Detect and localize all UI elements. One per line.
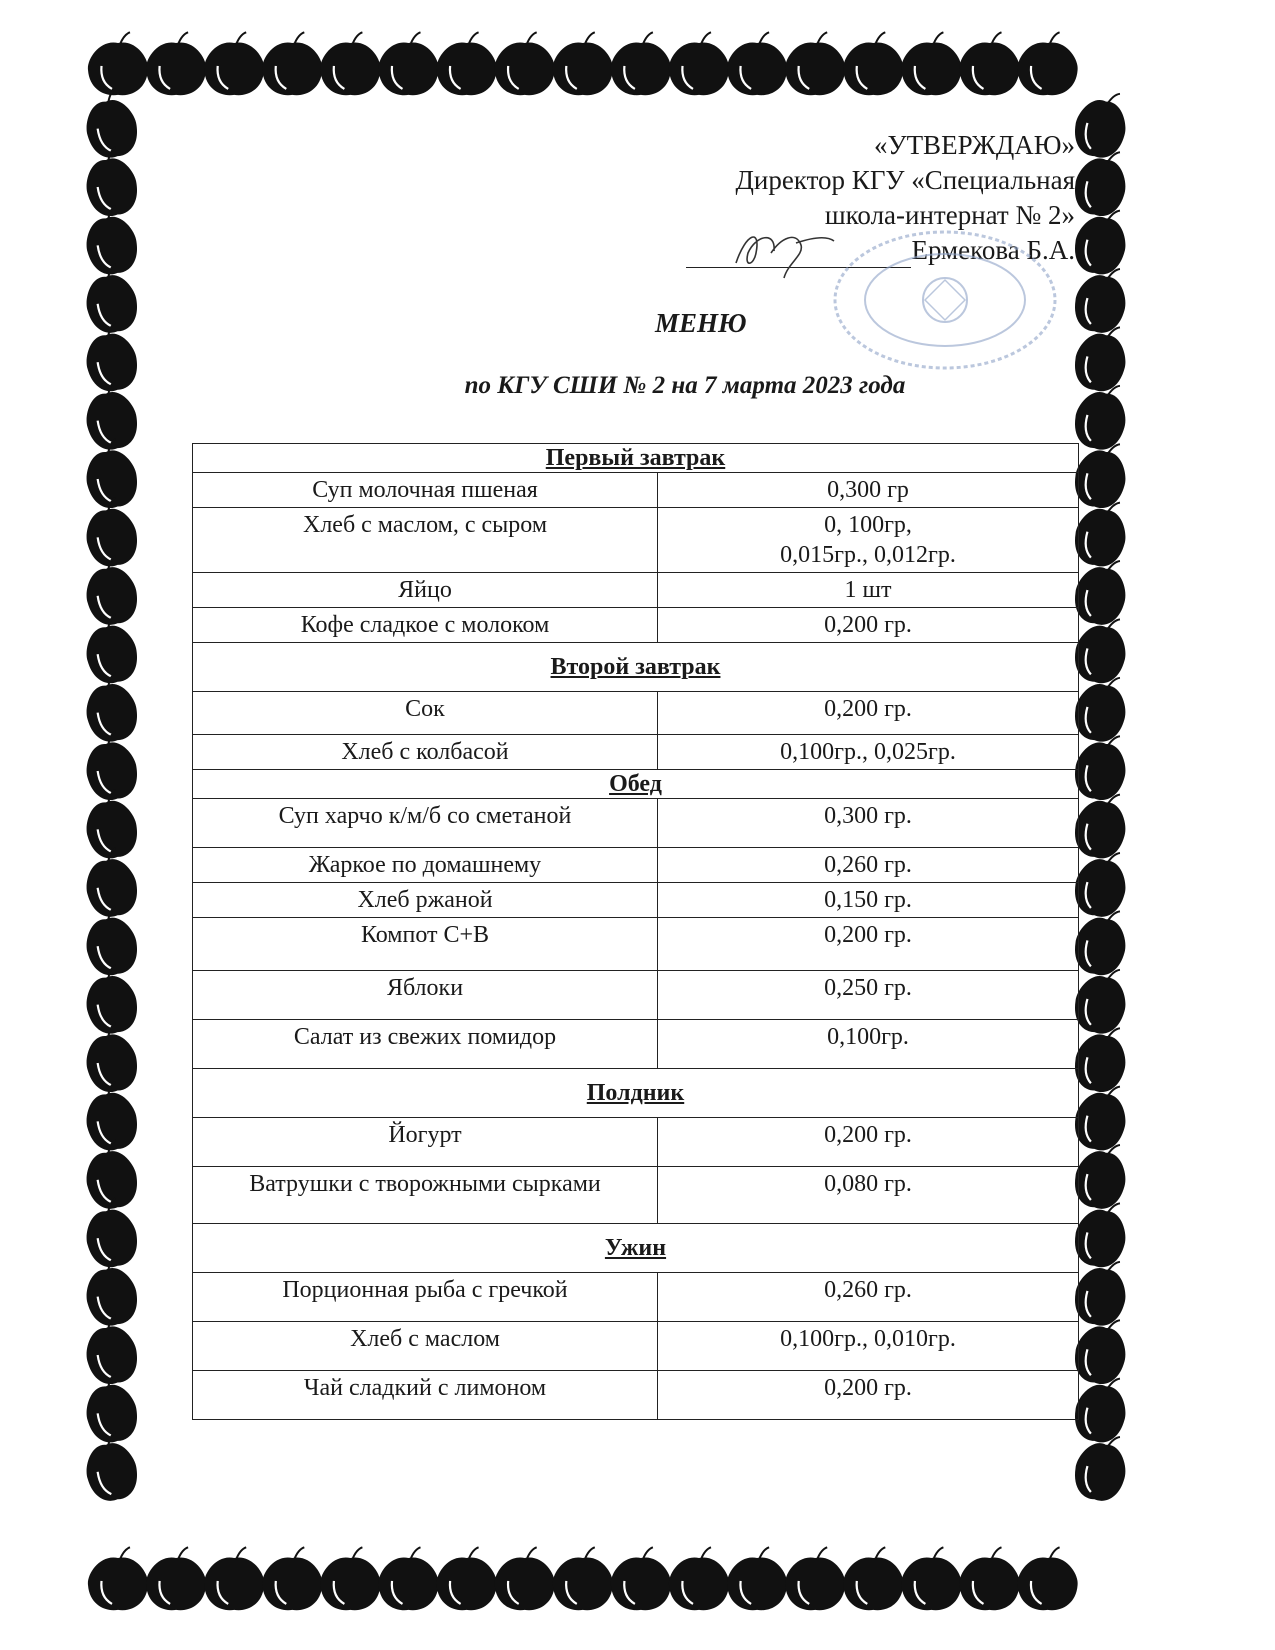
menu-row — [193, 473, 1078, 508]
dish-name: Суп харчо к/м/б со сметаной — [193, 799, 658, 847]
menu-row — [193, 848, 1078, 883]
apple-icon — [146, 1547, 206, 1610]
apple-icon — [378, 32, 438, 95]
apple-icon — [843, 32, 903, 95]
apple-icon — [1070, 86, 1133, 162]
dish-quantity: 1 шт — [844, 577, 892, 603]
dish-quantity: 0,080 гр. — [824, 1171, 912, 1197]
dish-name: Компот С+В — [193, 918, 658, 970]
menu-row — [193, 883, 1078, 918]
dish-name: Хлеб ржаной — [193, 883, 658, 917]
section-heading: Обед — [193, 770, 1078, 799]
menu-row — [193, 692, 1078, 735]
apple-icon — [959, 1547, 1019, 1610]
menu-row — [193, 508, 1078, 573]
apple-icon — [669, 32, 729, 95]
apple-icon — [1017, 1547, 1077, 1610]
dish-quantity: 0,100гр., 0,010гр. — [780, 1326, 956, 1352]
school-name: школа-интернат № 2» — [824, 200, 1075, 230]
apple-icon — [785, 1547, 845, 1610]
dish-name: Чай сладкий с лимоном — [193, 1371, 658, 1419]
menu-row — [193, 1371, 1078, 1419]
menu-row — [193, 1118, 1078, 1167]
section-heading: Полдник — [193, 1069, 1078, 1118]
section-heading: Ужин — [193, 1224, 1078, 1273]
dish-quantity: 0,250 гр. — [824, 975, 912, 1001]
dish-quantity: 0,300 гр — [827, 477, 909, 503]
dish-name: Кофе сладкое с молоком — [193, 608, 658, 642]
dish-name: Порционная рыба с гречкой — [193, 1273, 658, 1321]
apple-icon — [495, 1547, 555, 1610]
apple-icon — [785, 32, 845, 95]
dish-quantity: 0,200 гр. — [824, 1122, 912, 1148]
dish-quantity: 0,260 гр. — [824, 852, 912, 878]
dish-name: Сок — [193, 692, 658, 734]
dish-quantity: 0,260 гр. — [824, 1277, 912, 1303]
apple-icon — [88, 32, 148, 95]
section-heading: Второй завтрак — [193, 643, 1078, 692]
apple-icon — [320, 32, 380, 95]
dish-name: Суп молочная пшеная — [193, 473, 658, 507]
menu-title: МЕНЮ — [655, 308, 747, 338]
apple-icon — [553, 32, 613, 95]
dish-name: Яблоки — [193, 971, 658, 1019]
apple-icon — [901, 1547, 961, 1610]
apple-icon — [727, 32, 787, 95]
apple-icon — [436, 32, 496, 95]
apple-icon — [727, 1547, 787, 1610]
apple-icon — [1017, 32, 1077, 95]
dish-quantity: 0,200 гр. — [824, 696, 912, 722]
apple-icon — [88, 1547, 148, 1610]
menu-row — [193, 1322, 1078, 1371]
menu-row — [193, 1273, 1078, 1322]
dish-name: Йогурт — [193, 1118, 658, 1166]
apple-icon — [901, 32, 961, 95]
menu-subtitle-text: по КГУ СШИ № 2 на 7 марта 2023 года — [464, 372, 906, 399]
dish-name: Салат из свежих помидор — [193, 1020, 658, 1068]
apple-icon — [378, 1547, 438, 1610]
menu-subtitle — [0, 372, 1275, 400]
menu-row — [193, 1167, 1078, 1224]
menu-row — [193, 573, 1078, 608]
director-title: Директор КГУ «Специальная — [735, 165, 1075, 195]
menu-row — [193, 735, 1078, 770]
apple-icon — [553, 1547, 613, 1610]
dish-name: Жаркое по домашнему — [193, 848, 658, 882]
approval-heading: «УТВЕРЖДАЮ» — [873, 130, 1075, 160]
apple-icon — [959, 32, 1019, 95]
director-name: Ермекова Б.А. — [911, 235, 1075, 265]
dish-name: Яйцо — [193, 573, 658, 607]
apple-icon — [495, 32, 555, 95]
apple-icon — [262, 1547, 322, 1610]
dish-name: Хлеб с маслом, с сыром — [193, 508, 658, 572]
dish-quantity: 0,100гр., 0,025гр. — [780, 739, 956, 765]
apple-icon — [320, 1547, 380, 1610]
dish-quantity: 0,150 гр. — [824, 887, 912, 913]
section-heading: Первый завтрак — [193, 444, 1078, 473]
dish-quantity: 0,200 гр. — [824, 922, 912, 948]
menu-row — [193, 1020, 1078, 1069]
menu-row — [193, 608, 1078, 643]
apple-icon — [146, 32, 206, 95]
dish-name: Ватрушки с творожными сырками — [193, 1167, 658, 1223]
menu-table — [192, 443, 1079, 1420]
dish-name: Хлеб с колбасой — [193, 735, 658, 769]
apple-icon — [611, 32, 671, 95]
apple-icon — [262, 32, 322, 95]
apple-icon — [436, 1547, 496, 1610]
menu-row — [193, 799, 1078, 848]
apple-icon — [669, 1547, 729, 1610]
dish-quantity: 0, 100гр, 0,015гр., 0,012гр. — [780, 512, 956, 568]
dish-name: Хлеб с маслом — [193, 1322, 658, 1370]
handwritten-signature — [726, 223, 836, 283]
apple-icon — [611, 1547, 671, 1610]
apple-icon — [843, 1547, 903, 1610]
apple-icon — [79, 86, 142, 162]
dish-quantity: 0,200 гр. — [824, 1375, 912, 1401]
official-stamp — [830, 225, 1060, 370]
dish-quantity: 0,100гр. — [827, 1024, 909, 1050]
dish-quantity: 0,200 гр. — [824, 612, 912, 638]
apple-icon — [204, 32, 264, 95]
menu-row — [193, 971, 1078, 1020]
menu-row — [193, 918, 1078, 971]
apple-icon — [204, 1547, 264, 1610]
dish-quantity: 0,300 гр. — [824, 803, 912, 829]
